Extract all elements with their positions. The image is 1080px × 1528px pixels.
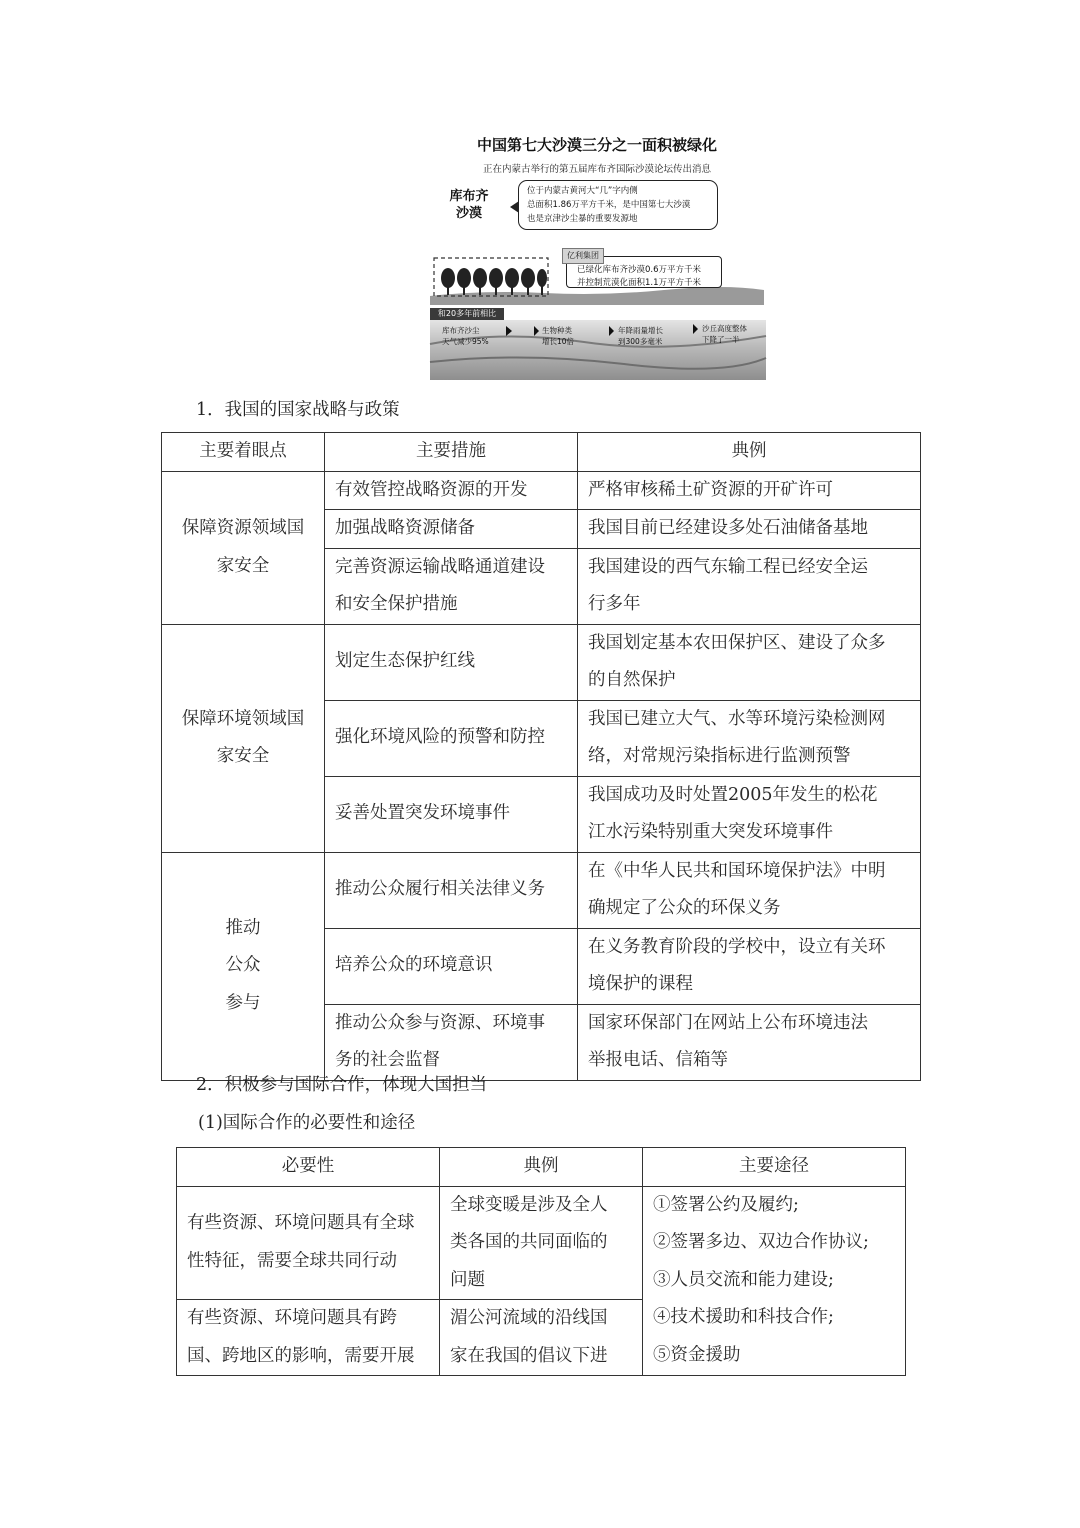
cell-line: 保障环境领域国 <box>181 708 305 729</box>
stat-line: 到300多毫米 <box>618 337 663 346</box>
measure-cell <box>325 510 578 549</box>
cell-line: 在《中华人民共和国环境保护法》中明 <box>588 860 886 881</box>
column-header: 典例 <box>440 1148 643 1187</box>
cell-line: 国家环保部门在网站上公布环境违法 <box>588 1012 868 1033</box>
cell-line: 境保护的课程 <box>588 974 693 994</box>
cell-line: 强化环境风险的预警和防控 <box>335 727 545 748</box>
cell-line: 全球变暖是涉及全人 <box>450 1194 608 1215</box>
cell-line: 公众 <box>225 955 261 976</box>
cell-line: 性特征，需要全球共同行动 <box>187 1250 397 1271</box>
example-cell <box>440 1186 643 1300</box>
cell-line: 和安全保护措施 <box>335 594 458 614</box>
measure-cell <box>325 548 578 624</box>
table-row <box>162 471 921 510</box>
desert-info-line: 也是京津沙尘暴的重要发源地 <box>527 214 638 224</box>
cell-line: 的自然保护 <box>588 670 676 690</box>
example-cell <box>578 928 921 1004</box>
cell-line: 举报电话、信箱等 <box>588 1050 728 1070</box>
cell-line: 我国成功及时处置2005年发生的松花 <box>588 784 878 805</box>
cell-line: 家安全 <box>216 555 270 576</box>
policy-table <box>161 432 921 1081</box>
column-header: 主要措施 <box>325 433 578 472</box>
cell-line: 完善资源运输战略通道建设 <box>335 556 545 577</box>
column-header: 主要着眼点 <box>162 433 325 472</box>
table-row <box>162 624 921 700</box>
stat-line: 年降雨量增长 <box>618 326 663 335</box>
column-header: 主要途径 <box>643 1148 906 1187</box>
infographic-title: 中国第七大沙漠三分之一面积被绿化 <box>476 136 717 154</box>
example-cell <box>578 852 921 928</box>
cell-line: 确规定了公众的环保义务 <box>588 898 781 918</box>
column-header: 必要性 <box>177 1148 440 1187</box>
example-cell <box>578 510 921 549</box>
stat-rainfall <box>618 325 663 347</box>
cell-line: 家在我国的倡议下进 <box>450 1345 608 1366</box>
group-info-line: 已绿化库布齐沙漠0.6万平方千米 <box>577 265 702 275</box>
stat-dunes <box>702 323 747 345</box>
infographic-subtitle: 正在内蒙古举行的第五届库布齐国际沙漠论坛传出消息 <box>482 164 711 175</box>
desert-name-line: 沙漠 <box>455 206 482 221</box>
cell-line: 络，对常规污染指标进行监测预警 <box>588 746 851 766</box>
focus-cell <box>162 471 325 624</box>
cell-line: 江水污染特别重大突发环境事件 <box>588 822 833 842</box>
route-item: ②签署多边、双边合作协议; <box>653 1232 869 1252</box>
route-item: ④技术援助和科技合作; <box>653 1307 834 1327</box>
cell-line: 推动 <box>225 917 261 938</box>
focus-cell <box>162 852 325 1080</box>
route-item: ③人员交流和能力建设; <box>653 1269 834 1290</box>
stat-line: 生物种类 <box>542 326 572 335</box>
table-header-row <box>177 1148 906 1187</box>
section2-heading: 2．积极参与国际合作，体现大国担当 <box>196 1075 488 1095</box>
stat-dust <box>442 325 489 347</box>
cell-line: 妥善处置突发环境事件 <box>335 803 510 824</box>
measure-cell <box>325 928 578 1004</box>
stat-line: 沙丘高度整体 <box>702 324 747 333</box>
desert-info-line: 总面积1.86万平方千米，是中国第七大沙漠 <box>527 200 691 210</box>
focus-cell <box>162 624 325 852</box>
compare-label: 和20多年前相比 <box>430 308 504 320</box>
section2-subheading: (1)国际合作的必要性和途径 <box>198 1113 416 1133</box>
measure-cell <box>325 852 578 928</box>
cell-line: 推动公众参与资源、环境事 <box>335 1012 545 1033</box>
cell-line: 务的社会监督 <box>335 1050 440 1070</box>
routes-cell <box>643 1186 906 1376</box>
cell-line: 有效管控战略资源的开发 <box>335 479 528 500</box>
example-cell <box>578 471 921 510</box>
example-cell <box>578 548 921 624</box>
tree-icons <box>441 268 547 295</box>
table-row <box>177 1186 906 1300</box>
stat-species <box>542 325 574 347</box>
cell-line: 推动公众履行相关法律义务 <box>335 879 545 900</box>
necessity-cell <box>177 1186 440 1300</box>
cooperation-table <box>176 1147 906 1376</box>
cell-line: 我国建设的西气东输工程已经安全运 <box>588 556 868 577</box>
measure-cell <box>325 776 578 852</box>
cell-line: 问题 <box>450 1269 485 1290</box>
stat-line: 天气减少95% <box>442 337 489 346</box>
desert-info-line: 位于内蒙古黄河大“几”字内侧 <box>527 186 638 196</box>
stat-line: 库布齐沙尘 <box>442 326 480 335</box>
cell-line: 湄公河流域的沿线国 <box>450 1308 608 1328</box>
cell-line: 家安全 <box>216 746 270 766</box>
cell-line: 我国目前已经建设多处石油储备基地 <box>588 518 868 538</box>
cell-line: 有些资源、环境问题具有全球 <box>187 1213 415 1234</box>
desert-name-line: 库布齐 <box>449 189 489 204</box>
cell-line: 国、跨地区的影响，需要开展 <box>187 1345 415 1366</box>
measure-cell <box>325 1004 578 1080</box>
cell-line: 在义务教育阶段的学校中，设立有关环 <box>588 936 886 957</box>
desert-name <box>448 188 490 222</box>
stat-line: 增长10倍 <box>542 337 575 346</box>
cell-line: 保障资源领域国 <box>181 518 305 538</box>
column-header: 典例 <box>578 433 921 472</box>
stat-line: 下降了一半 <box>702 335 740 344</box>
measure-cell <box>325 700 578 776</box>
cell-line: 加强战略资源储备 <box>335 518 475 538</box>
cell-line: 参与 <box>225 992 261 1013</box>
route-item: ①签署公约及履约; <box>653 1194 799 1215</box>
measure-cell <box>325 624 578 700</box>
example-cell <box>578 1004 921 1080</box>
cell-line: 培养公众的环境意识 <box>335 955 493 976</box>
measure-cell <box>325 471 578 510</box>
cell-line: 行多年 <box>588 594 641 614</box>
example-cell <box>578 700 921 776</box>
cell-line: 类各国的共同面临的 <box>450 1232 608 1252</box>
cell-line: 我国已建立大气、水等环境污染检测网 <box>588 708 886 729</box>
group-info-line: 并控制荒漠化面积1.1万平方千米 <box>577 278 702 288</box>
cell-line: 我国划定基本农田保护区、建设了众多 <box>588 632 886 653</box>
example-cell <box>578 776 921 852</box>
example-cell <box>578 624 921 700</box>
desert-info-bubble <box>518 180 718 230</box>
table-row <box>162 852 921 928</box>
route-item: ⑤资金援助 <box>653 1344 741 1365</box>
section1-heading: 1．我国的国家战略与政策 <box>196 400 400 420</box>
cell-line: 严格审核稀土矿资源的开矿许可 <box>588 479 833 500</box>
necessity-cell <box>177 1300 440 1376</box>
desert-infographic <box>424 130 770 382</box>
cell-line: 划定生态保护红线 <box>335 651 475 672</box>
table-header-row <box>162 433 921 472</box>
example-cell <box>440 1300 643 1376</box>
group-tag: 亿利集团 <box>562 248 604 264</box>
cell-line: 有些资源、环境问题具有跨 <box>187 1308 397 1328</box>
